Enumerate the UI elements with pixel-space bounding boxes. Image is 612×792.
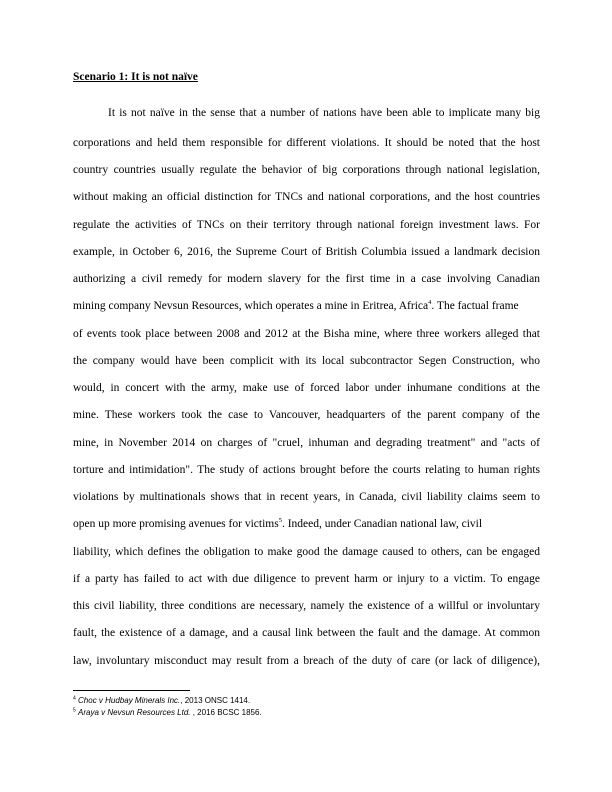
paragraph-line: mine. These workers took the case to Vancouver, headquarters of the parent company of the [73,409,540,421]
paragraph-line: violations by multinationals shows that in recent years, in Canada, civil liability claims seem to [73,491,540,503]
paragraph-line: of events took place between 2008 and 2012 at the Bisha mine, where three workers alleged that [73,328,540,340]
paragraph-line: would, in concert with the army, make use of forced labor under inhumane conditions at the [73,382,540,394]
paragraph-line: authorizing a civil remedy for modern slavery for the first time in a case involving Canadian [73,273,540,285]
section-heading: Scenario 1: It is not naïve [73,71,198,83]
paragraph-line: the company would have been complicit with its local subcontractor Segen Construction, who [73,355,540,367]
footnote-citation: , 2016 BCSC 1856. [190,708,262,717]
paragraph-line: fault, the existence of a damage, and a causal link between the fault and the damage. At common [73,627,540,639]
paragraph-line: country countries usually regulate the behavior of big corporations through national legislation, [73,164,540,176]
footnote-reference[interactable]: 4 [428,299,432,307]
footnote-marker: 5 [73,707,76,714]
line-text: . The factual frame [431,300,519,312]
paragraph-line: torture and intimidation". The study of actions brought before the courts relating to human rights [73,464,540,476]
footnote-separator [73,690,190,691]
footnote-citation: , 2013 ONSC 1414. [180,696,251,705]
footnote [73,708,262,718]
paragraph-line: regulate the activities of TNCs on their territory through national foreign investment laws. For [73,219,540,231]
footnote-marker: 4 [73,695,76,702]
line-text: . Indeed, under Canadian national law, civil [281,518,483,530]
line-text: mining company Nevsun Resources, which operates a mine in Eritrea, Africa [73,300,429,312]
footnote [73,696,250,706]
paragraph-line: mine, in November 2014 on charges of "cruel, inhuman and degrading treatment" and "acts of [73,437,540,449]
paragraph-line [73,299,519,313]
footnote-case-name: Araya v Nevsun Resources Ltd. [78,708,191,717]
paragraph-line: law, involuntary misconduct may result from a breach of the duty of care (or lack of diligence), [73,655,540,667]
paragraph-line: liability, which defines the obligation to make good the damage caused to others, can be engaged [73,546,540,558]
paragraph-line: It is not naïve in the sense that a number of nations have been able to implicate many big [108,107,540,119]
footnote-reference[interactable]: 5 [278,517,282,525]
paragraph-line: this civil liability, three conditions are necessary, namely the existence of a willful or involuntary [73,600,540,612]
paragraph-line: example, in October 6, 2016, the Supreme Court of British Columbia issued a landmark decision [73,246,540,258]
paragraph-line [73,517,482,531]
paragraph-line: if a party has failed to act with due diligence to prevent harm or injury to a victim. To engage [73,573,540,585]
paragraph-line: corporations and held them responsible for different violations. It should be noted that the host [73,137,540,149]
paragraph-line: without making an official distinction for TNCs and national corporations, and the host countries [73,191,540,203]
footnote-case-name: Choc v Hudbay Minerals Inc. [78,696,181,705]
line-text: open up more promising avenues for victims [73,518,279,530]
